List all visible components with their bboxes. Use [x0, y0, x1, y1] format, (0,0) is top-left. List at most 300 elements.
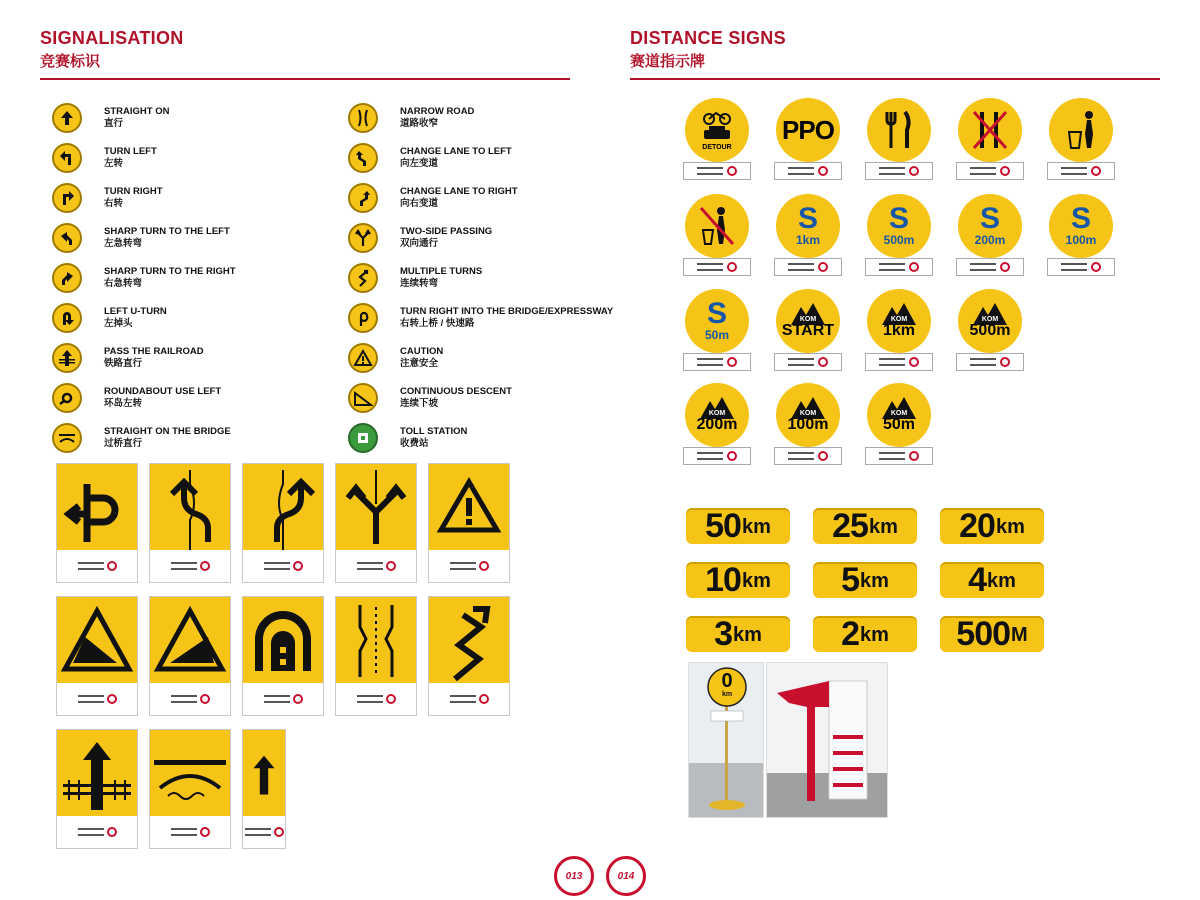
sponsor-plate — [865, 258, 933, 276]
sponsor-logo-icon — [357, 562, 383, 570]
kom-distance: 1km — [882, 322, 916, 339]
left-header — [40, 28, 184, 71]
event-logo-icon — [727, 357, 737, 367]
sponsor-logo-icon — [78, 695, 104, 703]
route-sign-panel — [335, 463, 417, 583]
bridge-icon — [52, 423, 82, 453]
legend-label-zh: 收费站 — [400, 438, 429, 449]
legend-label-zh: 向左变道 — [400, 158, 439, 169]
sponsor-logo-icon — [171, 828, 197, 836]
bin-icon — [1063, 110, 1099, 150]
distance-unit: km — [860, 624, 889, 646]
legend-right-item — [348, 303, 613, 333]
sponsor-logo-icon — [788, 452, 814, 460]
distance-plate — [813, 616, 917, 652]
distance-number: 500 — [956, 615, 1011, 653]
sponsor-logo-icon — [450, 695, 476, 703]
legend-label-zh: 过桥直行 — [104, 438, 143, 449]
narrow-road-sign-icon — [336, 597, 416, 683]
legend-right-item — [348, 343, 443, 373]
food-sign-icon — [867, 98, 931, 162]
legend-text — [104, 346, 204, 370]
legend-label-en: TOLL STATION — [400, 426, 468, 437]
route-sign-panel — [242, 596, 324, 716]
legend-text — [400, 146, 512, 170]
event-logo-icon — [200, 561, 210, 571]
lane-left-icon — [348, 143, 378, 173]
event-logo-icon — [909, 451, 919, 461]
event-logo-icon — [107, 827, 117, 837]
sprint-distance: 50m — [704, 328, 730, 342]
ppo-sign-icon — [776, 98, 840, 162]
legend-left-item — [52, 343, 204, 373]
kom-distance: 500m — [969, 322, 1011, 339]
legend-text — [104, 186, 163, 210]
event-logo-icon — [1000, 166, 1010, 176]
no-food-icon — [972, 110, 1008, 150]
sponsor-logo-icon — [171, 695, 197, 703]
legend-label-en: CHANGE LANE TO LEFT — [400, 146, 512, 157]
legend-label-en: CHANGE LANE TO RIGHT — [400, 186, 518, 197]
start-totem-photo — [766, 662, 888, 818]
sponsor-logo-strip — [150, 550, 230, 582]
kom-round-sign — [774, 383, 842, 471]
event-logo-icon — [1091, 262, 1101, 272]
sponsor-logo-icon — [1061, 167, 1087, 175]
legend-label-zh: 右转上桥 / 快速路 — [400, 318, 475, 329]
distance-number: 4 — [968, 561, 986, 599]
sharp-right-icon — [52, 263, 82, 293]
legend-label-zh: 直行 — [104, 118, 124, 129]
sponsor-plate — [774, 447, 842, 465]
legend-text — [104, 226, 230, 250]
route-sign-panel — [149, 596, 231, 716]
two-side-sign-icon — [336, 464, 416, 550]
legend-label-en: ROUNDABOUT USE LEFT — [104, 386, 222, 397]
s-sign-icon — [867, 194, 931, 258]
legend-label-en: TURN RIGHT — [104, 186, 163, 197]
right-divider — [630, 78, 1160, 80]
s-round-sign — [774, 194, 842, 282]
bridge-sign-icon — [150, 730, 230, 816]
legend-right-item — [348, 263, 482, 293]
distance-unit: km — [987, 570, 1016, 592]
lane-left-sign-icon — [150, 464, 230, 550]
legend-label-en: CAUTION — [400, 346, 444, 357]
left-title-en: SIGNALISATION — [40, 28, 184, 48]
kom-sign-icon — [776, 289, 840, 353]
ppo-round-sign — [774, 98, 842, 186]
sponsor-logo-icon — [171, 562, 197, 570]
legend-label-zh: 右转 — [104, 198, 124, 209]
s-round-sign — [956, 194, 1024, 282]
sponsor-logo-icon — [788, 263, 814, 271]
legend-label-en: STRAIGHT ON — [104, 106, 170, 117]
legend-label-en: SHARP TURN TO THE RIGHT — [104, 266, 236, 277]
legend-label-en: TURN RIGHT INTO THE BRIDGE/EXPRESSWAY — [400, 306, 614, 317]
legend-label-zh: 左转 — [104, 158, 124, 169]
distance-unit: M — [1011, 624, 1028, 646]
sprint-letter: S — [1070, 202, 1091, 235]
sponsor-logo-icon — [697, 167, 723, 175]
legend-left-item — [52, 143, 157, 173]
descent-sign-icon — [57, 597, 137, 683]
tunnel-sign-icon — [243, 597, 323, 683]
food-icon — [881, 110, 917, 150]
event-logo-icon — [909, 166, 919, 176]
kom-distance: 50m — [882, 416, 916, 433]
kom-label: KOM — [797, 316, 819, 323]
legend-label-en: TURN LEFT — [104, 146, 157, 157]
sponsor-logo-icon — [357, 695, 383, 703]
event-logo-icon — [818, 451, 828, 461]
sponsor-logo-icon — [879, 358, 905, 366]
kom-round-sign — [774, 289, 842, 377]
legend-left-item — [52, 303, 167, 333]
bin-round-sign — [1047, 98, 1115, 186]
sprint-letter: S — [706, 297, 727, 330]
no-food-round-sign — [956, 98, 1024, 186]
legend-label-en: STRAIGHT ON THE BRIDGE — [104, 426, 231, 437]
sponsor-logo-icon — [788, 167, 814, 175]
multiple-turns-icon — [348, 263, 378, 293]
kom-label: KOM — [888, 410, 910, 417]
s-sign-icon — [685, 289, 749, 353]
sponsor-logo-strip — [57, 683, 137, 715]
s-round-sign — [683, 289, 751, 377]
left-title-zh: 竞赛标识 — [40, 53, 101, 70]
event-logo-icon — [818, 357, 828, 367]
zero-km-label — [707, 671, 747, 698]
legend-left-item — [52, 423, 231, 453]
turn-left-icon — [52, 143, 82, 173]
legend-label-en: NARROW ROAD — [400, 106, 475, 117]
kom-label: KOM — [706, 410, 728, 417]
distance-number: 3 — [714, 615, 732, 653]
sprint-letter: S — [888, 202, 909, 235]
route-sign-panel — [242, 729, 286, 849]
distance-number: 25 — [832, 507, 868, 545]
left-divider — [40, 78, 570, 80]
route-sign-panel — [56, 463, 138, 583]
kom-round-sign — [865, 383, 933, 471]
distance-number: 2 — [841, 615, 859, 653]
event-logo-icon — [909, 262, 919, 272]
legend-text — [400, 306, 613, 330]
railroad-icon — [52, 343, 82, 373]
sprint-distance: 1km — [795, 233, 821, 247]
event-logo-icon — [200, 694, 210, 704]
legend-text — [104, 426, 231, 450]
distance-unit: km — [868, 516, 898, 538]
two-side-icon — [348, 223, 378, 253]
sponsor-logo-strip — [243, 683, 323, 715]
sponsor-logo-icon — [879, 452, 905, 460]
event-logo-icon — [479, 694, 489, 704]
sharp-left-icon — [52, 223, 82, 253]
lane-right-sign-icon — [243, 464, 323, 550]
distance-unit: km — [741, 516, 771, 538]
kom-sign-icon — [685, 383, 749, 447]
sponsor-logo-icon — [78, 562, 104, 570]
multiple-turns-sign-icon — [429, 597, 509, 683]
distance-number: 50 — [705, 507, 741, 545]
kom-distance: START — [781, 322, 835, 339]
event-logo-icon — [818, 166, 828, 176]
sponsor-logo-icon — [450, 562, 476, 570]
detour-sign-icon — [685, 98, 749, 162]
legend-label-zh: 向右变道 — [400, 198, 439, 209]
distance-plate — [940, 508, 1044, 544]
detour-label: DETOUR — [702, 143, 732, 151]
event-logo-icon — [107, 694, 117, 704]
legend-label-zh: 注意安全 — [400, 358, 439, 369]
sponsor-plate — [956, 353, 1024, 371]
event-logo-icon — [293, 561, 303, 571]
sponsor-logo-icon — [697, 263, 723, 271]
kom-round-sign — [865, 289, 933, 377]
legend-right-item — [348, 143, 512, 173]
zero-km-post-photo — [688, 662, 764, 818]
s-round-sign — [865, 194, 933, 282]
legend-label-en: PASS THE RAILROAD — [104, 346, 204, 357]
legend-label-en: SHARP TURN TO THE LEFT — [104, 226, 230, 237]
sponsor-logo-strip — [336, 550, 416, 582]
zero-km-number: 0 — [721, 670, 733, 692]
sponsor-plate — [956, 162, 1024, 180]
descent-sign-icon-2 — [150, 597, 230, 683]
distance-number: 5 — [841, 561, 859, 599]
roundabout-icon — [52, 383, 82, 413]
s-sign-icon — [958, 194, 1022, 258]
right-header — [630, 28, 786, 71]
sponsor-logo-icon — [264, 562, 290, 570]
sponsor-logo-icon — [697, 358, 723, 366]
distance-plate — [686, 562, 790, 598]
distance-plate — [686, 508, 790, 544]
sponsor-logo-icon — [970, 167, 996, 175]
route-sign-panel — [56, 729, 138, 849]
event-logo-icon — [1000, 357, 1010, 367]
distance-unit: km — [733, 624, 762, 646]
right-title-en: DISTANCE SIGNS — [630, 28, 786, 48]
legend-label-zh: 道路收窄 — [400, 118, 439, 129]
sprint-letter: S — [797, 202, 818, 235]
legend-text — [400, 426, 467, 450]
distance-number: 10 — [705, 561, 741, 599]
sponsor-logo-icon — [264, 695, 290, 703]
route-sign-panel — [428, 463, 510, 583]
legend-right-item — [348, 223, 492, 253]
legend-label-zh: 左急转弯 — [104, 238, 143, 249]
s-sign-icon — [1049, 194, 1113, 258]
legend-label-zh: 双向通行 — [400, 238, 439, 249]
sponsor-plate — [1047, 258, 1115, 276]
legend-left-item — [52, 103, 169, 133]
route-sign-panel — [56, 596, 138, 716]
legend-left-item — [52, 223, 230, 253]
legend-label-zh: 右急转弯 — [104, 278, 143, 289]
sponsor-plate — [774, 258, 842, 276]
distance-unit: km — [741, 570, 771, 592]
sponsor-logo-icon — [788, 358, 814, 366]
sponsor-plate — [683, 162, 751, 180]
sponsor-logo-icon — [879, 167, 905, 175]
legend-left-item — [52, 263, 236, 293]
toll-icon — [348, 423, 378, 453]
kom-sign-icon — [867, 289, 931, 353]
legend-text — [400, 106, 474, 130]
kom-distance: 200m — [696, 416, 738, 433]
no-food-sign-icon — [958, 98, 1022, 162]
distance-plate — [940, 616, 1044, 652]
sponsor-logo-icon — [1061, 263, 1087, 271]
sprint-letter: S — [979, 202, 1000, 235]
event-logo-icon — [1091, 166, 1101, 176]
legend-text — [400, 186, 518, 210]
event-logo-icon — [727, 451, 737, 461]
sprint-distance: 500m — [883, 233, 915, 247]
legend-label-en: TWO-SIDE PASSING — [400, 226, 493, 237]
distance-unit: km — [860, 570, 889, 592]
route-sign-panel — [335, 596, 417, 716]
sponsor-plate — [865, 353, 933, 371]
kom-sign-icon — [867, 383, 931, 447]
sprint-distance: 200m — [974, 233, 1006, 247]
sponsor-plate — [683, 447, 751, 465]
sponsor-plate — [774, 353, 842, 371]
sponsor-plate — [683, 353, 751, 371]
distance-plate — [813, 562, 917, 598]
bin-sign-icon — [1049, 98, 1113, 162]
legend-text — [400, 226, 492, 250]
route-sign-panel — [149, 463, 231, 583]
event-logo-icon — [818, 262, 828, 272]
event-logo-icon — [293, 694, 303, 704]
event-logo-icon — [909, 357, 919, 367]
caution-sign-icon — [429, 464, 509, 550]
kom-round-sign — [683, 383, 751, 471]
legend-label-zh: 连续下坡 — [400, 398, 439, 409]
sponsor-logo-icon — [78, 828, 104, 836]
distance-plate — [940, 562, 1044, 598]
kom-sign-icon — [776, 383, 840, 447]
descent-icon — [348, 383, 378, 413]
event-logo-icon — [386, 694, 396, 704]
sponsor-logo-strip — [57, 550, 137, 582]
distance-number: 20 — [959, 507, 995, 545]
turn-right-icon — [52, 183, 82, 213]
distance-unit: km — [995, 516, 1025, 538]
kom-distance: 100m — [787, 416, 829, 433]
event-logo-icon — [200, 827, 210, 837]
legend-right-item — [348, 103, 474, 133]
sponsor-plate — [1047, 162, 1115, 180]
legend-label-en: CONTINUOUS DESCENT — [400, 386, 512, 397]
zero-km-unit: km — [721, 691, 733, 698]
detour-round-sign — [683, 98, 751, 186]
sponsor-plate — [865, 162, 933, 180]
railroad-sign-icon — [57, 730, 137, 816]
legend-text — [400, 266, 482, 290]
event-logo-icon — [107, 561, 117, 571]
caution-icon — [348, 343, 378, 373]
legend-text — [400, 346, 443, 370]
legend-left-item — [52, 383, 221, 413]
straight-sign-icon — [243, 730, 285, 816]
no-litter-icon — [699, 206, 735, 246]
legend-right-item — [348, 423, 467, 453]
sponsor-logo-icon — [970, 358, 996, 366]
sponsor-plate — [956, 258, 1024, 276]
event-logo-icon — [479, 561, 489, 571]
route-sign-panel — [428, 596, 510, 716]
legend-label-en: LEFT U-TURN — [104, 306, 167, 317]
legend-right-item — [348, 183, 518, 213]
legend-text — [400, 386, 512, 410]
legend-label-zh: 连续转弯 — [400, 278, 439, 289]
u-turn-icon — [52, 303, 82, 333]
sponsor-logo-strip — [150, 683, 230, 715]
sponsor-logo-strip — [429, 550, 509, 582]
event-logo-icon — [727, 262, 737, 272]
sponsor-logo-strip — [150, 816, 230, 848]
expressway-sign-icon — [57, 464, 137, 550]
no-litter-sign-icon — [685, 194, 749, 258]
s-sign-icon — [776, 194, 840, 258]
sponsor-logo-icon — [697, 452, 723, 460]
sponsor-logo-icon — [245, 828, 271, 836]
food-round-sign — [865, 98, 933, 186]
event-logo-icon — [1000, 262, 1010, 272]
event-logo-icon — [274, 827, 284, 837]
distance-plate — [686, 616, 790, 652]
lane-right-icon — [348, 183, 378, 213]
s-round-sign — [1047, 194, 1115, 282]
legend-text — [104, 306, 167, 330]
sponsor-logo-icon — [879, 263, 905, 271]
kom-label: KOM — [888, 316, 910, 323]
page-number-right[interactable]: 014 — [606, 856, 646, 896]
sponsor-plate — [865, 447, 933, 465]
sponsor-logo-strip — [57, 816, 137, 848]
right-title-zh: 赛道指示牌 — [630, 53, 706, 70]
sponsor-logo-strip — [243, 550, 323, 582]
legend-label-zh: 左掉头 — [104, 318, 133, 329]
kom-round-sign — [956, 289, 1024, 377]
sponsor-logo-icon — [970, 263, 996, 271]
expressway-icon — [348, 303, 378, 333]
legend-text — [104, 266, 236, 290]
ppo-label: PPO — [782, 114, 834, 145]
kom-label: KOM — [797, 410, 819, 417]
sprint-distance: 100m — [1065, 233, 1097, 247]
page-number-left[interactable]: 013 — [554, 856, 594, 896]
straight-arrow-icon — [52, 103, 82, 133]
route-sign-panel — [149, 729, 231, 849]
bike-car-icon — [700, 110, 734, 144]
legend-left-item — [52, 183, 163, 213]
event-logo-icon — [386, 561, 396, 571]
no-litter-round-sign — [683, 194, 751, 282]
legend-label-zh: 环岛左转 — [104, 398, 143, 409]
route-sign-panel — [242, 463, 324, 583]
legend-right-item — [348, 383, 512, 413]
legend-label-en: MULTIPLE TURNS — [400, 266, 483, 277]
legend-label-zh: 铁路直行 — [104, 358, 143, 369]
kom-sign-icon — [958, 289, 1022, 353]
narrow-road-icon — [348, 103, 378, 133]
